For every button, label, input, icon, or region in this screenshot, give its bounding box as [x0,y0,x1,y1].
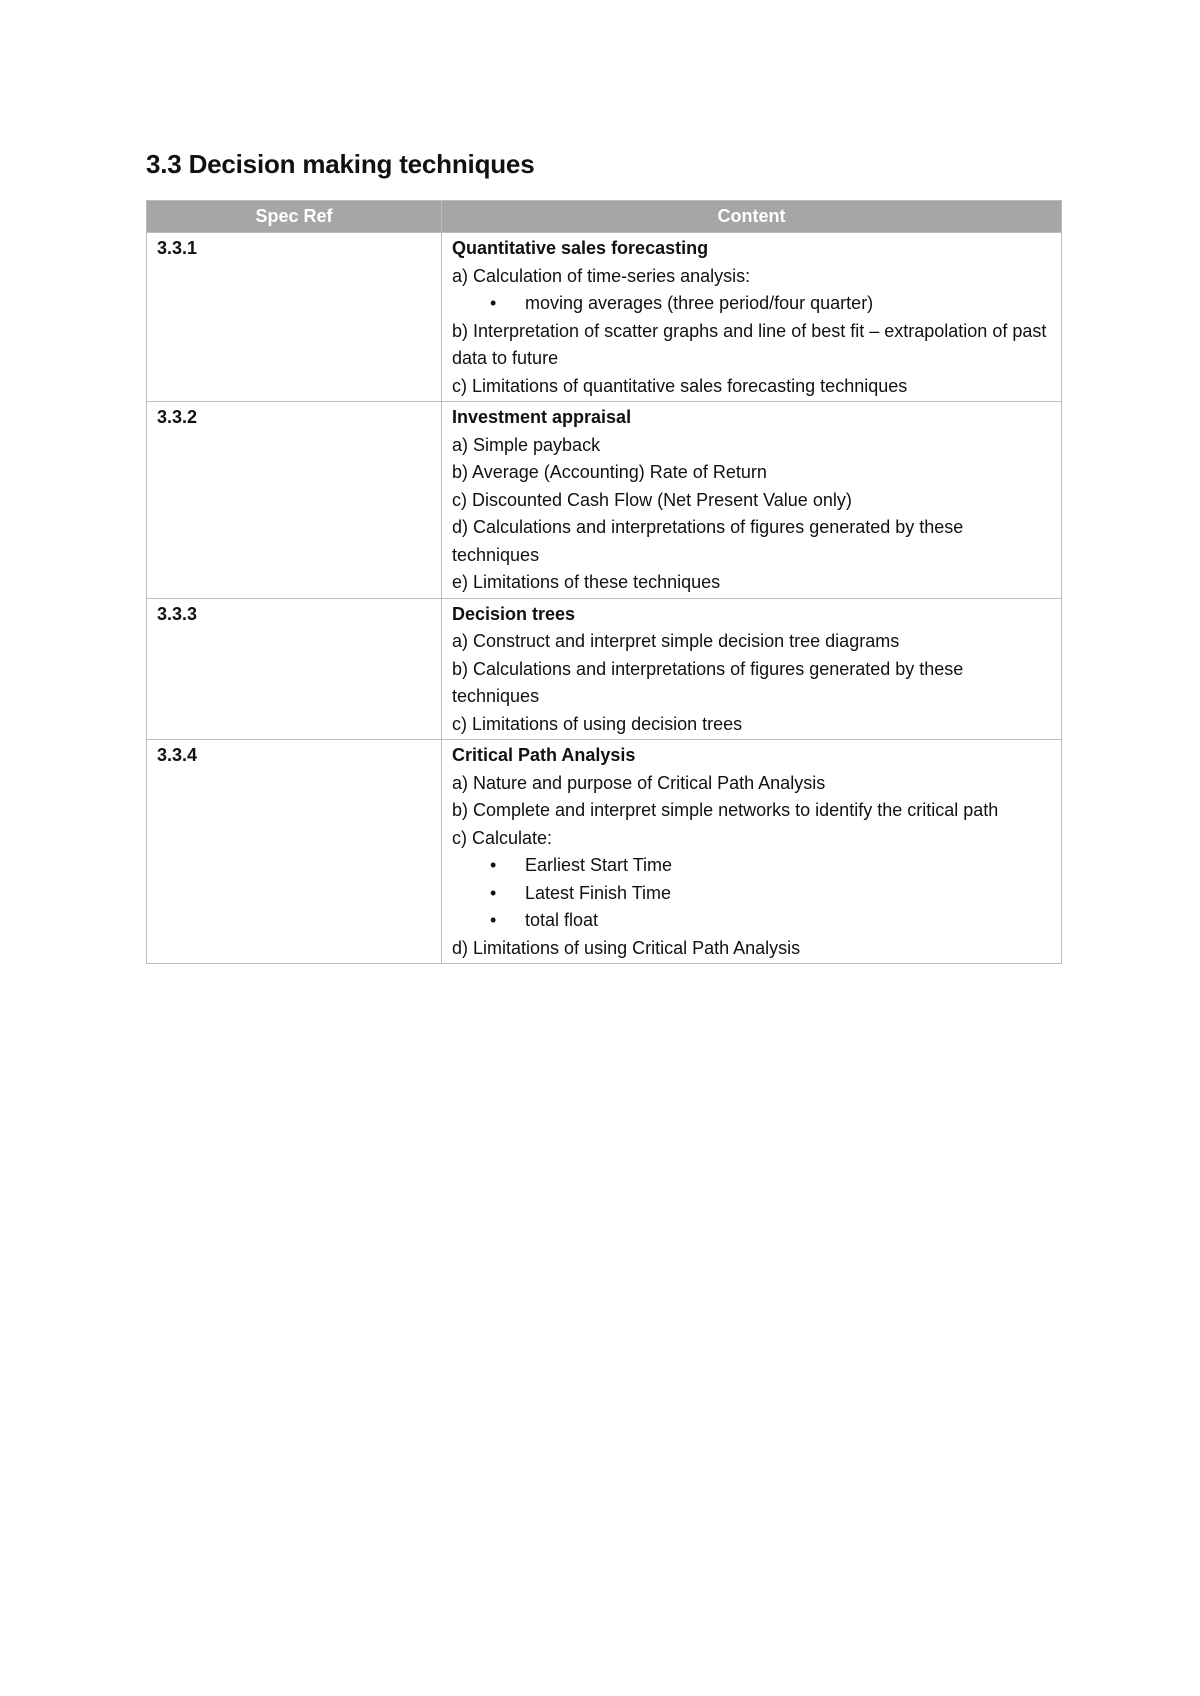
spec-ref-cell [147,233,442,402]
content-cell [442,598,1062,740]
bullet-item [452,907,1051,935]
bullet-text: Earliest Start Time [525,855,673,875]
content-line: a) Calculation of time-series analysis: [452,265,751,286]
content-line: c) Calculate: [452,827,553,848]
spec-ref: 3.3.3 [157,603,198,624]
spec-ref: 3.3.1 [157,238,198,258]
content-line: c) Discounted Cash Flow (Net Present Value only) [452,489,852,510]
table-row [147,598,1062,740]
content-line: d) Limitations of using Critical Path Analysis [452,937,801,958]
header-spec-ref: Spec Ref [147,201,442,233]
table-header-row [147,201,1062,233]
bullet-text: moving averages (three period/four quarter) [525,293,874,313]
bullet-text: total float [525,910,599,930]
topic-title: Decision trees [452,603,576,624]
content-cell [442,740,1062,964]
content-line: b) Interpretation of scatter graphs and line of best fit – extrapolation of past data to future [452,320,1047,368]
spec-ref-cell [147,740,442,964]
content-line: c) Limitations of quantitative sales forecasting techniques [452,375,908,396]
content-line: b) Average (Accounting) Rate of Return [452,462,767,482]
spec-ref-cell [147,598,442,740]
topic-title: Quantitative sales forecasting [452,238,709,258]
content-cell [442,233,1062,402]
bullet-icon: • [490,882,497,903]
bullet-item [452,880,1051,908]
bullet-icon: • [490,910,497,930]
table-row [147,402,1062,599]
header-content: Content [442,201,1062,233]
spec-ref: 3.3.4 [157,745,198,765]
table-row [147,740,1062,964]
content-line: a) Construct and interpret simple decision tree diagrams [452,631,900,651]
content-line: d) Calculations and interpretations of figures generated by these techniques [452,517,964,565]
topic-title: Investment appraisal [452,407,632,427]
bullet-text: Latest Finish Time [525,882,672,903]
content-line: b) Complete and interpret simple networks to identify the critical path [452,800,999,820]
content-cell [442,402,1062,599]
content-line: a) Simple payback [452,434,601,455]
content-line: b) Calculations and interpretations of figures generated by these techniques [452,658,964,706]
content-line: a) Nature and purpose of Critical Path Analysis [452,772,826,793]
bullet-item [452,290,1051,318]
bullet-icon: • [490,293,497,313]
bullet-list [452,290,1051,318]
section-heading: 3.3 Decision making techniques [146,149,535,179]
content-line: c) Limitations of using decision trees [452,713,743,734]
bullet-item [452,852,1051,880]
spec-ref-cell [147,402,442,599]
spec-ref: 3.3.2 [157,407,198,427]
spec-table [146,200,1062,964]
content-line: e) Limitations of these techniques [452,572,721,592]
topic-title: Critical Path Analysis [452,745,636,765]
bullet-list [452,852,1051,935]
table-row [147,233,1062,402]
bullet-icon: • [490,855,497,875]
